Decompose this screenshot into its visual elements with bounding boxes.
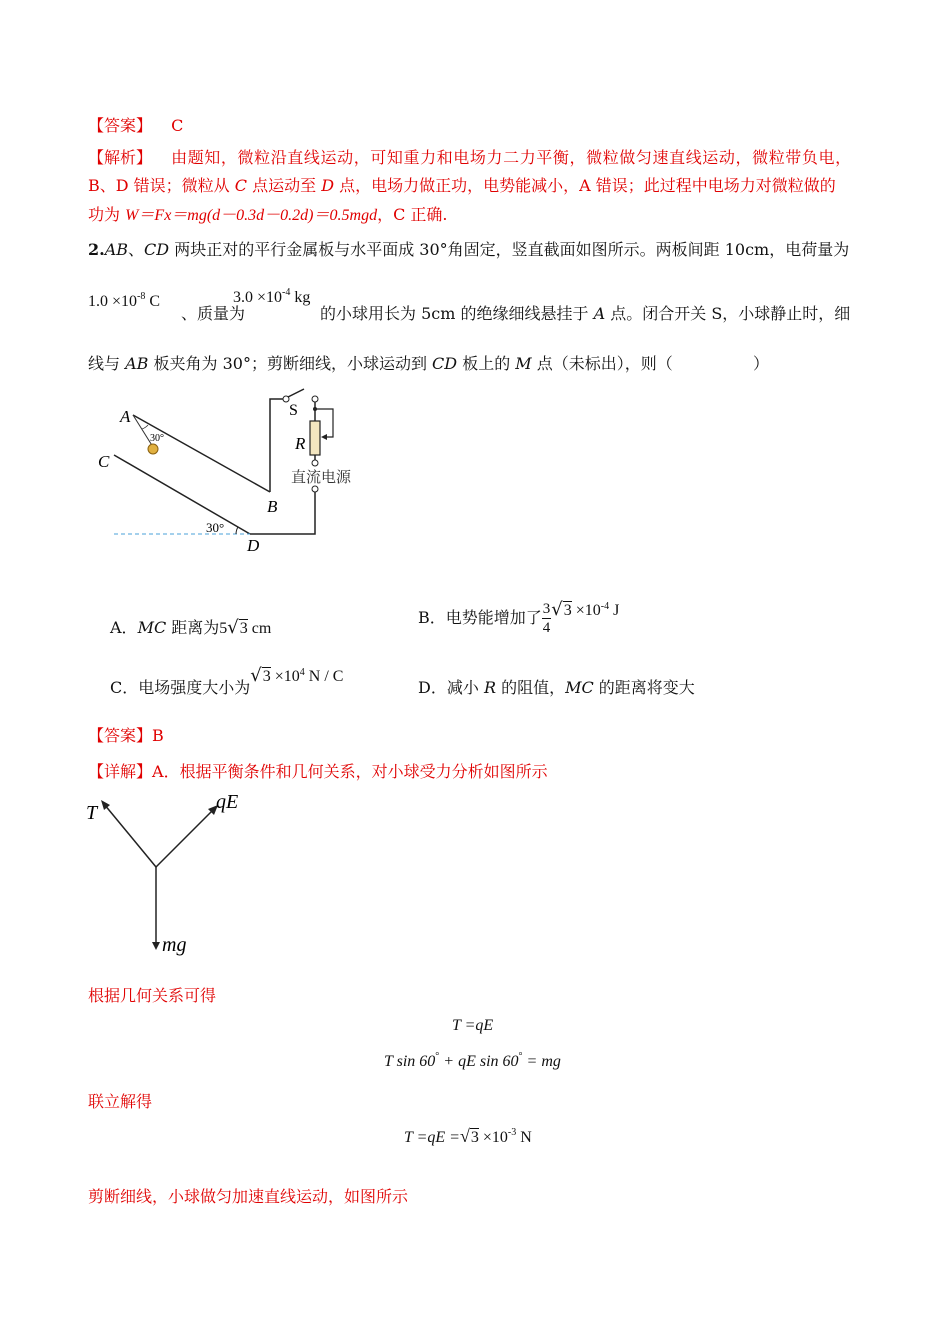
analysis-label: 【解析】 <box>88 148 153 167</box>
analysis-line-1: 【解析】 由题知，微粒沿直线运动，可知重力和电场力二力平衡，微粒做匀速直线运动，微粒带负电， <box>88 148 852 167</box>
equation-1: T =qE <box>452 1017 494 1034</box>
answer-label: 【答案】 <box>88 116 153 135</box>
label-mg: mg <box>162 934 187 956</box>
answer-value: C <box>171 116 184 135</box>
question-2-line-1: 2.AB、CD 两块正对的平行金属板与水平面成 30°角固定，竖直截面如图所示。两板间距 10cm，电荷量为 <box>88 240 850 259</box>
angle-label-bottom: 30° <box>206 520 225 535</box>
label-c: C <box>98 452 110 471</box>
equation-3: $T =qE =√3 \times 10^{-3}$ N <box>404 1126 532 1146</box>
label-s: S <box>289 402 298 419</box>
question-2-line-2-rest: 的小球用长为 5cm 的绝缘细线悬挂于 A 点。闭合开关 S，小球静止时，细 <box>320 304 851 323</box>
analysis-line-2: B、D 错误；微粒从 C 点运动至 D 点，电场力做正功，电势能减小，A 错误；此过程中电场力对微粒做的 <box>88 176 836 195</box>
question-number: 2. <box>88 240 105 259</box>
question-2-mass-label: 、质量为 <box>181 304 246 323</box>
geometry-text: 根据几何关系可得 <box>88 986 217 1005</box>
mass-value: $3.0 \times 10^{-4}$ kg <box>233 287 311 306</box>
tension-arrow <box>104 804 156 867</box>
force-diagram <box>84 791 239 962</box>
detail-line: 【详解】A．根据平衡条件和几何关系，对小球受力分析如图所示 <box>88 762 548 781</box>
label-a: A <box>120 407 131 426</box>
analysis-line-3: 功为 W＝Fx＝mg(d－0.3d－0.2d)＝0.5mgd，C 正确. <box>88 205 448 224</box>
question-2-bracket-close: ） <box>753 354 770 373</box>
label-qe: qE <box>216 791 239 813</box>
wire-b-to-switch <box>270 399 284 492</box>
label-b: B <box>267 497 278 516</box>
label-t: T <box>86 802 98 824</box>
label-d: D <box>247 536 260 555</box>
capacitor-circuit-figure <box>100 385 380 560</box>
plate-cd <box>114 455 250 534</box>
answer-line-1 <box>88 116 183 136</box>
equation-2: T sin 60° + qE sin 60° = mg <box>384 1051 561 1070</box>
question-2-line-3: 线与 AB 板夹角为 30°；剪断细线，小球运动到 CD 板上的 M 点（未标出），则（ <box>88 354 673 373</box>
option-d[interactable]: D．减小 R 的阻值，MC 的距离将变大 <box>418 678 695 697</box>
label-r: R <box>295 434 306 453</box>
option-c[interactable]: C．电场强度大小为$√3 \times 10^4$ N / C <box>110 665 344 697</box>
rheostat-r <box>310 421 320 455</box>
wire-source-to-d <box>250 492 315 534</box>
answer-line-2: 【答案】B <box>88 726 164 745</box>
switch-s <box>288 389 304 397</box>
solve-text: 联立解得 <box>88 1092 153 1111</box>
label-power-source: 直流电源 <box>291 470 352 486</box>
cut-text: 剪断细线，小球做匀加速直线运动，如图所示 <box>88 1187 409 1206</box>
angle-label-top: 30° <box>150 433 164 444</box>
option-a[interactable]: A．MC 距离为5√3 cm <box>110 617 272 638</box>
electric-force-arrow <box>156 809 214 867</box>
work-formula: W＝Fx＝mg(d－0.3d－0.2d)＝0.5mgd <box>125 207 378 224</box>
charged-ball <box>148 444 158 454</box>
option-b[interactable]: B．电势能增加了 $\frac{3}{4}$ $√3 \times 10^{-4}$ J <box>418 599 620 636</box>
charge-value: $1.0 \times 10^{-8}$ C <box>88 291 161 310</box>
